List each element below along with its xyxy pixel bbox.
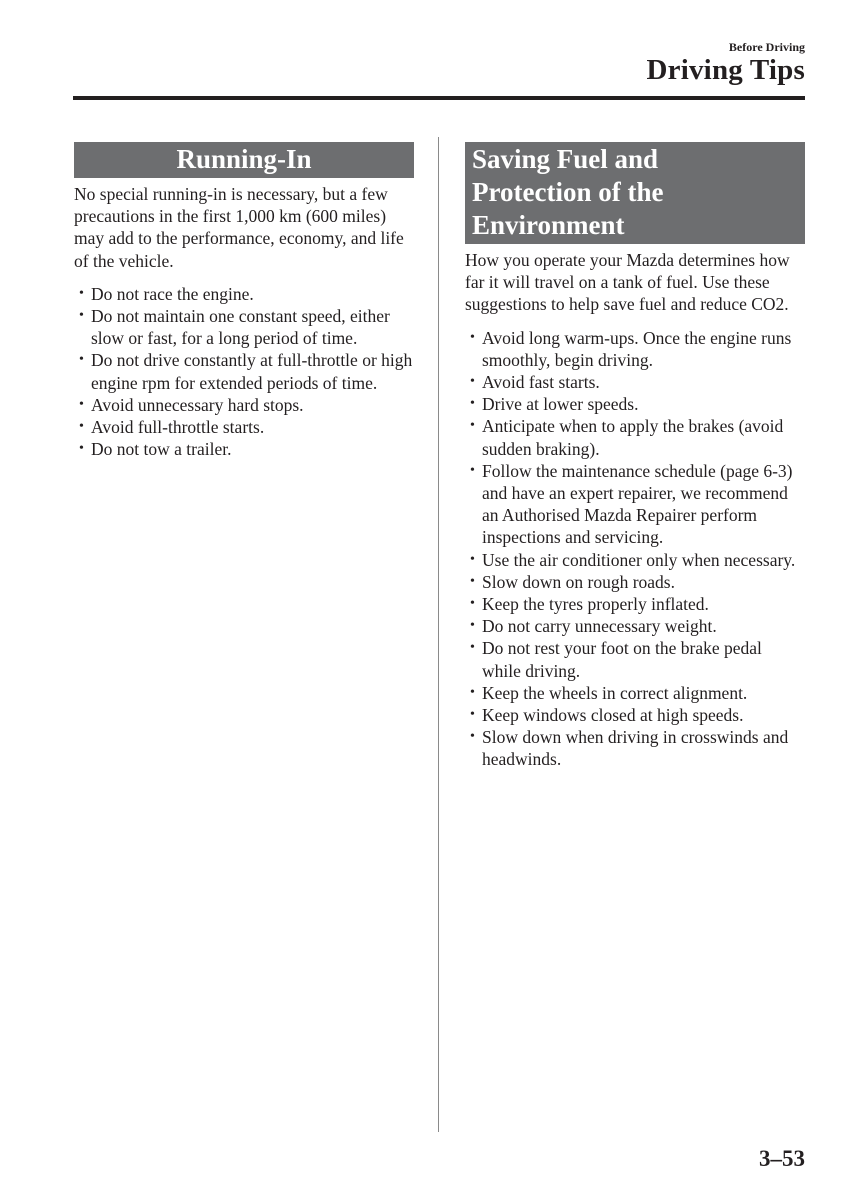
- saving-fuel-intro: How you operate your Mazda determines how far it will travel on a tank of fuel. Use these suggestions to help save fuel and reduce CO2.: [465, 250, 790, 315]
- list-item: • Drive at lower speeds.: [470, 394, 639, 415]
- list-item: • Slow down on rough roads.: [470, 571, 675, 592]
- bullet-icon: •: [470, 329, 475, 345]
- running-in-section: [74, 142, 414, 460]
- list-item: • Keep the tyres properly inflated.: [470, 594, 709, 615]
- bullet-icon: •: [470, 551, 475, 567]
- bullet-icon: •: [470, 729, 475, 745]
- bullet-icon: •: [470, 396, 475, 412]
- list-item: • Avoid long warm-ups. Once the engine runs smoothly, begin driving.: [470, 327, 792, 370]
- bullet-icon: •: [470, 573, 475, 589]
- heading-line: Saving Fuel and: [472, 144, 659, 174]
- list-item: • Use the air conditioner only when necessary.: [470, 549, 796, 570]
- bullet-icon: •: [470, 640, 475, 656]
- bullet-icon: •: [79, 396, 84, 412]
- list-item: • Avoid fast starts.: [470, 372, 600, 393]
- heading-line: Environment: [472, 210, 625, 240]
- running-in-intro: No special running-in is necessary, but a few precautions in the first 1,000 km (600 miles) may add to the performance, economy, and life of the vehicle.: [74, 184, 404, 271]
- list-item: • Keep the wheels in correct alignment.: [470, 682, 748, 703]
- list-item: • Do not rest your foot on the brake pedal while driving.: [470, 638, 762, 681]
- list-item: • Slow down when driving in crosswinds and headwinds.: [470, 727, 789, 770]
- bullet-icon: •: [79, 308, 84, 324]
- bullet-icon: •: [470, 596, 475, 612]
- bullet-icon: •: [79, 285, 84, 301]
- saving-fuel-section: [465, 142, 805, 771]
- heading-line: Protection of the: [472, 177, 664, 207]
- list-item: • Avoid unnecessary hard stops.: [79, 394, 304, 415]
- bullet-icon: •: [470, 462, 475, 478]
- page-title: Driving Tips: [646, 54, 805, 86]
- bullet-icon: •: [470, 418, 475, 434]
- list-item: • Do not race the engine.: [79, 283, 254, 304]
- list-item: • Do not maintain one constant speed, either slow or fast, for a long period of time.: [79, 306, 390, 349]
- list-item: • Anticipate when to apply the brakes (avoid sudden braking).: [470, 416, 784, 459]
- list-item: • Do not tow a trailer.: [79, 439, 232, 460]
- bullet-icon: •: [470, 707, 475, 723]
- header-rule: [73, 96, 805, 100]
- column-divider: [438, 137, 439, 1132]
- list-item: • Avoid full-throttle starts.: [79, 417, 265, 438]
- list-item: • Keep windows closed at high speeds.: [470, 705, 744, 726]
- bullet-icon: •: [470, 618, 475, 634]
- bullet-icon: •: [470, 374, 475, 390]
- page-number: 3–53: [759, 1146, 805, 1171]
- chapter-label: Before Driving: [728, 40, 805, 54]
- saving-fuel-heading: [465, 142, 805, 244]
- list-item: • Follow the maintenance schedule (page 6-3) and have an expert repairer, we recommend an Authorised Mazda Repairer perform inspections and servicing.: [470, 460, 793, 548]
- bullet-icon: •: [79, 352, 84, 368]
- saving-fuel-list: [465, 327, 805, 771]
- bullet-icon: •: [470, 684, 475, 700]
- running-in-list: [74, 283, 414, 461]
- running-in-heading: Running-In: [74, 142, 414, 178]
- bullet-icon: •: [79, 441, 84, 457]
- list-item: • Do not carry unnecessary weight.: [470, 616, 717, 637]
- list-item: • Do not drive constantly at full-throttle or high engine rpm for extended periods of time.: [79, 350, 413, 393]
- bullet-icon: •: [79, 419, 84, 435]
